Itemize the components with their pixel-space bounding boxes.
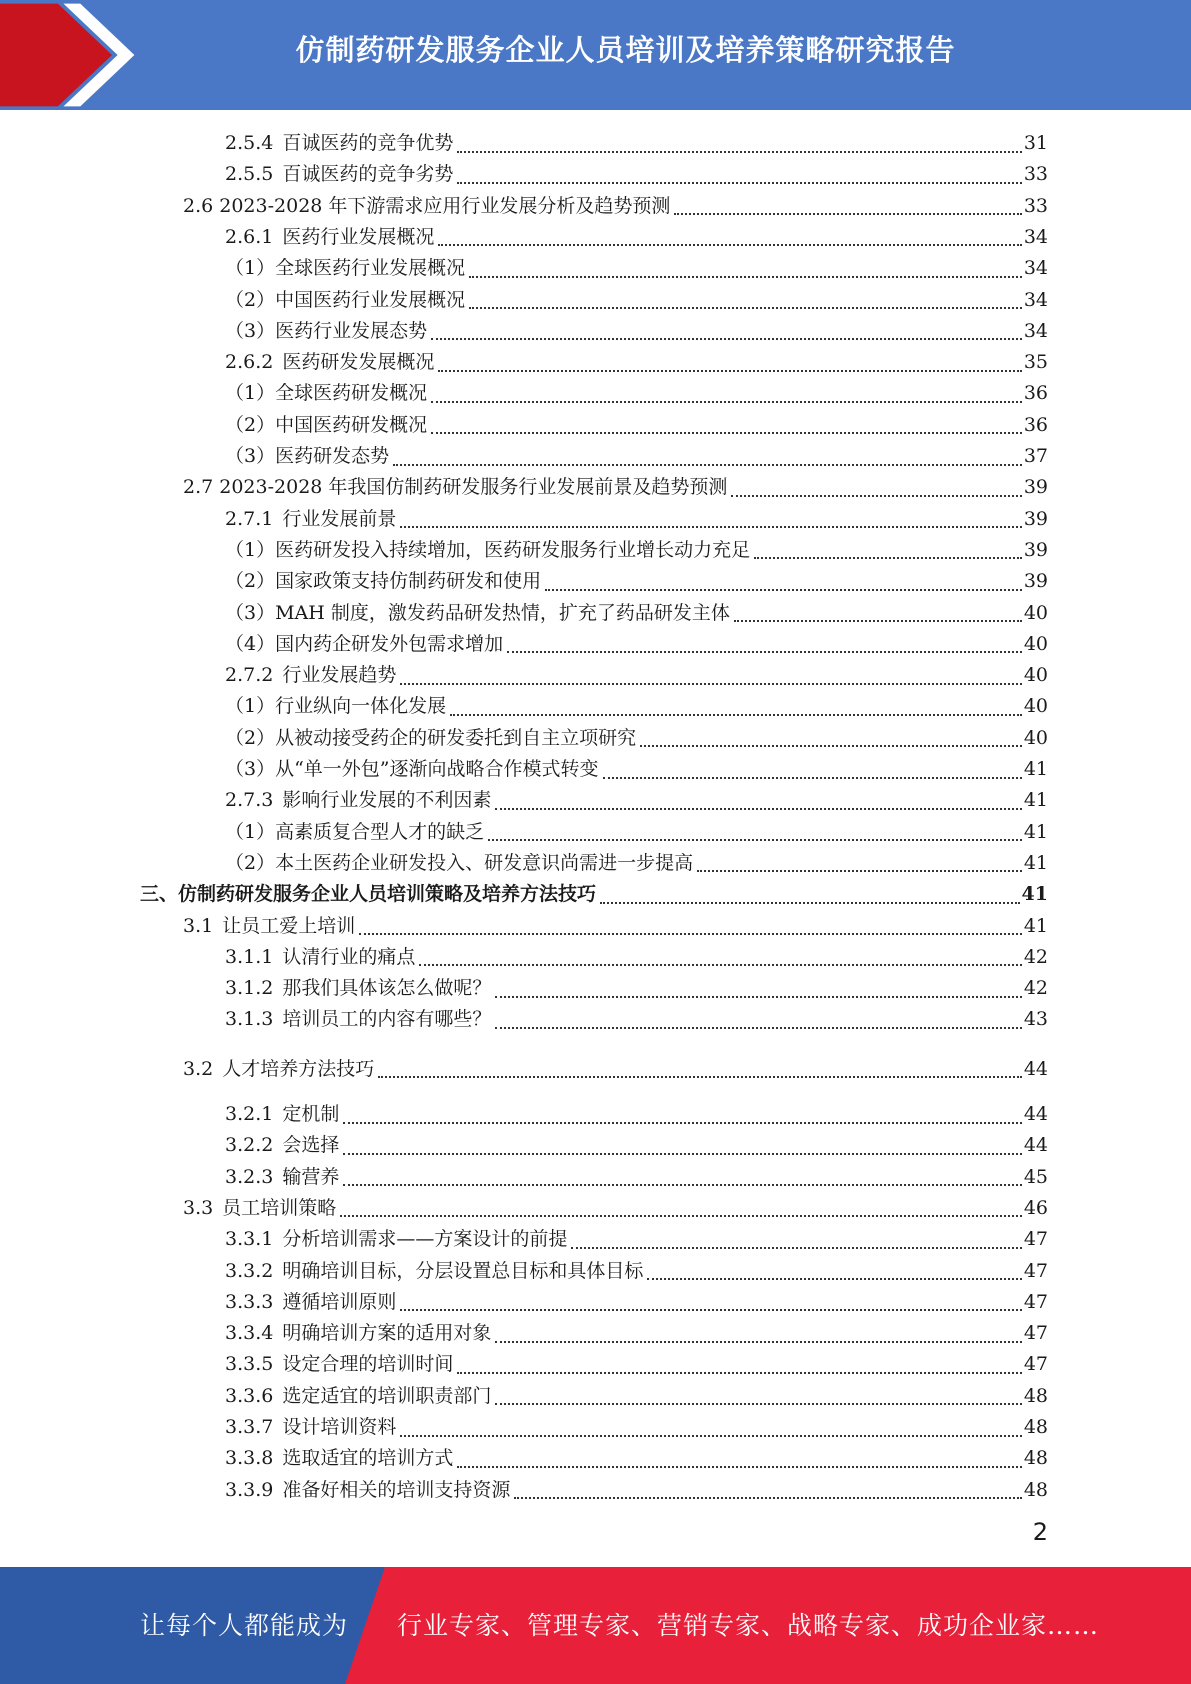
toc-entry-label xyxy=(225,973,491,1004)
toc-entry-page: 47 xyxy=(1023,1290,1048,1313)
toc-entry-number: 2.7.3 xyxy=(225,789,274,812)
toc-entry-text: （4）国内药企研发外包需求增加 xyxy=(225,632,504,655)
toc-entry[interactable] xyxy=(225,1349,1048,1380)
toc-entry-label xyxy=(225,848,693,879)
toc-dot-leader xyxy=(400,1309,1021,1311)
toc-entry-label xyxy=(225,1318,491,1349)
toc-entry-text: 明确培训目标，分层设置总目标和具体目标 xyxy=(282,1259,644,1282)
toc-entry-label xyxy=(225,566,541,597)
toc-entry-label xyxy=(225,1475,510,1506)
toc-entry-label xyxy=(225,378,427,409)
toc-entry-page: 42 xyxy=(1023,945,1048,968)
toc-entry-label xyxy=(225,1224,567,1255)
toc-dot-leader xyxy=(469,276,1022,278)
toc-entry-text: （3）MAH 制度，激发药品研发热情，扩充了药品研发主体 xyxy=(225,601,730,624)
toc-entry-number: 3.3.5 xyxy=(225,1353,274,1376)
toc-dot-leader xyxy=(438,370,1021,372)
footer-slogan-roles: 行业专家、管理专家、营销专家、战略专家、成功企业家…… xyxy=(397,1611,1100,1640)
toc-entry-text: 培训员工的内容有哪些？ xyxy=(282,1008,492,1031)
page-number: 2 xyxy=(1032,1518,1048,1546)
toc-dot-leader xyxy=(419,964,1021,966)
toc-entry-number: 2.7.1 xyxy=(225,507,274,530)
toc-entry-number: 3.1 xyxy=(183,914,214,937)
toc-entry-label xyxy=(225,723,636,754)
toc-entry[interactable] xyxy=(225,222,1048,253)
toc-entry-page: 44 xyxy=(1023,1134,1048,1157)
toc-entry-label xyxy=(225,410,427,441)
toc-entry[interactable] xyxy=(225,1443,1048,1474)
toc-dot-leader xyxy=(438,244,1021,246)
toc-entry-page: 34 xyxy=(1023,288,1048,311)
toc-dot-leader xyxy=(571,1247,1021,1249)
toc-entry[interactable] xyxy=(225,629,1048,660)
toc-entry-text: 三、仿制药研发服务企业人员培训策略及培养方法技巧 xyxy=(140,883,597,906)
toc-dot-leader xyxy=(600,902,1020,904)
toc-entry[interactable] xyxy=(225,1287,1048,1318)
toc-entry[interactable] xyxy=(225,285,1048,316)
toc-entry-number: 2.5.4 xyxy=(225,132,274,154)
toc-entry-text: （3）医药研发态势 xyxy=(225,445,390,467)
toc-entry[interactable] xyxy=(225,128,1048,159)
toc-entry-page: 40 xyxy=(1023,695,1048,718)
toc-entry-number: 3.2.1 xyxy=(225,1103,274,1125)
toc-entry-text: （1）全球医药行业发展概况 xyxy=(225,257,466,280)
toc-entry[interactable] xyxy=(225,754,1048,785)
toc-entry-page: 40 xyxy=(1023,632,1048,655)
toc-entry-page: 37 xyxy=(1023,445,1048,467)
toc-entry-text: 人才培养方法技巧 xyxy=(222,1057,375,1080)
toc-entry-number: 2.6.2 xyxy=(225,351,274,374)
toc-dot-leader xyxy=(545,589,1022,591)
toc-entry[interactable] xyxy=(225,253,1048,284)
toc-entry-page: 40 xyxy=(1023,664,1048,687)
toc-entry-text: 行业发展趋势 xyxy=(282,664,397,687)
toc-entry-text: 百诚医药的竞争优势 xyxy=(282,132,454,154)
toc-dot-leader xyxy=(640,745,1022,747)
toc-entry[interactable] xyxy=(225,159,1048,190)
toc-entry-label xyxy=(225,785,491,816)
toc-entry[interactable] xyxy=(183,1193,1048,1224)
toc-dot-leader xyxy=(378,1076,1022,1078)
toc-entry-text: （3）医药行业发展态势 xyxy=(225,319,428,342)
toc-dot-leader xyxy=(603,777,1022,779)
header-chevron-decoration xyxy=(0,0,140,110)
toc-entry-label xyxy=(225,285,465,316)
toc-entry-page: 48 xyxy=(1023,1384,1048,1407)
toc-dot-leader xyxy=(431,401,1022,403)
toc-entry-page: 36 xyxy=(1023,382,1048,405)
toc-entry-number: 3.2 xyxy=(183,1057,214,1080)
toc-entry-text: 那我们具体该怎么做呢？ xyxy=(282,977,492,1000)
toc-entry-number: 3.1.1 xyxy=(225,945,274,968)
toc-entry[interactable] xyxy=(225,848,1048,879)
toc-entry[interactable] xyxy=(183,191,1048,222)
toc-entry-text: 医药行业发展概况 xyxy=(282,225,435,248)
toc-entry-page: 46 xyxy=(1023,1196,1048,1219)
toc-dot-leader xyxy=(457,182,1021,184)
toc-entry-label xyxy=(225,159,453,190)
toc-entry-page: 44 xyxy=(1023,1057,1048,1080)
toc-entry[interactable] xyxy=(225,1224,1048,1255)
toc-entry-text: 选定适宜的培训职责部门 xyxy=(282,1384,492,1407)
toc-entry-text: （2）本土医药企业研发投入、研发意识尚需进一步提高 xyxy=(225,851,694,874)
document-title: 仿制药研发服务企业人员培训及培养策略研究报告 xyxy=(295,33,956,67)
toc-entry-page: 48 xyxy=(1023,1416,1048,1438)
toc-dot-leader xyxy=(495,1341,1021,1343)
toc-entry-label xyxy=(225,1162,339,1193)
toc-entry-text: 影响行业发展的不利因素 xyxy=(282,789,492,812)
toc-entry-text: 行业发展前景 xyxy=(282,507,397,530)
toc-entry-label xyxy=(225,1349,453,1380)
toc-entry[interactable] xyxy=(225,598,1048,629)
toc-entry-page: 44 xyxy=(1023,1103,1048,1125)
toc-entry-number: 3.3.2 xyxy=(225,1259,274,1282)
toc-entry[interactable] xyxy=(225,1099,1048,1130)
toc-entry-number: 3.2.3 xyxy=(225,1165,274,1188)
toc-dot-leader xyxy=(400,1435,1021,1437)
toc-entry-page: 48 xyxy=(1023,1478,1048,1501)
toc-entry-page: 33 xyxy=(1023,194,1048,217)
toc-entry-page: 33 xyxy=(1023,163,1048,186)
toc-entry[interactable] xyxy=(225,1381,1048,1412)
toc-entry[interactable] xyxy=(183,911,1048,942)
toc-entry-label xyxy=(183,1054,374,1085)
toc-entry-label xyxy=(225,598,730,629)
toc-entry-text: （2）中国医药研发概况 xyxy=(225,413,428,436)
toc-entry-page: 39 xyxy=(1023,476,1048,499)
toc-entry-page: 41 xyxy=(1023,851,1048,874)
toc-entry-text: 2.6 2023-2028 年下游需求应用行业发展分析及趋势预测 xyxy=(183,194,671,217)
toc-entry-text: （1）高素质复合型人才的缺乏 xyxy=(225,820,485,843)
toc-dot-leader xyxy=(488,839,1022,841)
toc-entry-page: 47 xyxy=(1023,1228,1048,1251)
toc-entry-label xyxy=(183,911,355,942)
toc-entry-label xyxy=(225,535,750,566)
toc-entry-label xyxy=(225,1443,453,1474)
toc-dot-leader xyxy=(431,338,1022,340)
page-footer xyxy=(0,1567,1191,1684)
toc-entry-label xyxy=(225,1004,491,1035)
toc-entry-text: 设定合理的培训时间 xyxy=(282,1353,454,1376)
toc-entry[interactable] xyxy=(225,316,1048,347)
toc-entry-text: 遵循培训原则 xyxy=(282,1290,397,1313)
toc-entry-page: 34 xyxy=(1023,257,1048,280)
toc-dot-leader xyxy=(340,1215,1022,1217)
toc-entry[interactable] xyxy=(225,1318,1048,1349)
toc-entry-label xyxy=(225,1130,339,1161)
toc-entry-label xyxy=(225,754,599,785)
toc-entry-label xyxy=(225,316,427,347)
toc-entry-text: （2）从被动接受药企的研发委托到自主立项研究 xyxy=(225,726,637,749)
toc-entry-text: 明确培训方案的适用对象 xyxy=(282,1322,492,1345)
toc-entry[interactable] xyxy=(225,410,1048,441)
toc-entry-page: 40 xyxy=(1023,601,1048,624)
toc-entry-text: 员工培训策略 xyxy=(222,1196,337,1219)
toc-entry-number: 3.3.6 xyxy=(225,1384,274,1407)
toc-entry-page: 47 xyxy=(1023,1259,1048,1282)
toc-dot-leader xyxy=(359,933,1022,935)
toc-dot-leader xyxy=(343,1153,1021,1155)
toc-entry-text: 准备好相关的培训支持资源 xyxy=(282,1478,511,1501)
toc-entry-page: 45 xyxy=(1023,1165,1048,1188)
toc-entry-page: 36 xyxy=(1023,413,1048,436)
toc-entry-page: 39 xyxy=(1023,570,1048,593)
toc-entry-number: 3.1.2 xyxy=(225,977,274,1000)
toc-entry-number: 2.5.5 xyxy=(225,163,274,186)
page-header xyxy=(0,0,1191,110)
toc-entry-label xyxy=(225,1381,491,1412)
toc-entry[interactable] xyxy=(225,1475,1048,1506)
toc-dot-leader xyxy=(343,1184,1021,1186)
toc-dot-leader xyxy=(457,151,1021,153)
toc-entry-label xyxy=(225,253,465,284)
toc-entry-text: 设计培训资料 xyxy=(282,1416,397,1438)
toc-entry-text: 百诚医药的竞争劣势 xyxy=(282,163,454,186)
toc-entry-page: 41 xyxy=(1023,758,1048,780)
toc-entry-number: 3.3.7 xyxy=(225,1416,274,1438)
toc-entry-text: （1）行业纵向一体化发展 xyxy=(225,695,447,718)
toc-dot-leader xyxy=(754,557,1022,559)
toc-entry-text: （3）从“单一外包”逐渐向战略合作模式转变 xyxy=(225,758,599,780)
toc-dot-leader xyxy=(734,620,1022,622)
toc-entry-number: 3.3.3 xyxy=(225,1290,274,1313)
toc-entry-page: 41 xyxy=(1023,820,1048,843)
toc-entry-page: 41 xyxy=(1023,914,1048,937)
toc-dot-leader xyxy=(400,526,1021,528)
toc-entry[interactable] xyxy=(225,504,1048,535)
toc-dot-leader xyxy=(514,1497,1021,1499)
toc-entry-label xyxy=(225,629,503,660)
toc-dot-leader xyxy=(469,307,1022,309)
toc-entry-number: 3.3.4 xyxy=(225,1322,274,1345)
toc-entry-label xyxy=(225,222,434,253)
toc-entry-text: 会选择 xyxy=(282,1134,340,1157)
toc-entry-text: （1）全球医药研发概况 xyxy=(225,382,428,405)
toc-entry-label xyxy=(225,817,484,848)
toc-entry-page: 35 xyxy=(1023,351,1048,374)
toc-entry[interactable] xyxy=(183,1054,1048,1085)
toc-dot-leader xyxy=(731,495,1021,497)
toc-dot-leader xyxy=(647,1278,1021,1280)
toc-entry-number: 3.3.9 xyxy=(225,1478,274,1501)
toc-entry-label xyxy=(140,879,596,910)
toc-dot-leader xyxy=(400,683,1021,685)
toc-entry-text: 选取适宜的培训方式 xyxy=(282,1447,454,1470)
toc-dot-leader xyxy=(507,651,1022,653)
toc-entry-number: 3.3 xyxy=(183,1196,214,1219)
toc-entry[interactable] xyxy=(225,660,1048,691)
toc-entry-page: 40 xyxy=(1023,726,1048,749)
toc-entry-page: 48 xyxy=(1023,1447,1048,1470)
toc-entry-label xyxy=(225,1099,339,1130)
toc-entry[interactable] xyxy=(225,691,1048,722)
toc-entry-text: 让员工爱上培训 xyxy=(222,914,356,937)
toc-entry[interactable] xyxy=(225,347,1048,378)
toc-dot-leader xyxy=(393,464,1022,466)
toc-entry-text: （2）国家政策支持仿制药研发和使用 xyxy=(225,570,542,593)
footer-slogan-lead: 让每个人都能成为 xyxy=(140,1611,349,1640)
toc-entry-label xyxy=(183,472,727,503)
toc-entry-page: 43 xyxy=(1023,1008,1048,1031)
toc-entry[interactable] xyxy=(225,817,1048,848)
toc-entry-number: 2.6.1 xyxy=(225,225,274,248)
toc-entry-label xyxy=(225,1256,643,1287)
toc-dot-leader xyxy=(674,213,1021,215)
toc-dot-leader xyxy=(343,1122,1021,1124)
toc-entry[interactable] xyxy=(225,942,1048,973)
toc-dot-leader xyxy=(450,714,1022,716)
toc-dot-leader xyxy=(495,808,1021,810)
toc-entry-page: 31 xyxy=(1023,132,1048,154)
toc-entry[interactable] xyxy=(140,879,1048,910)
toc-entry[interactable] xyxy=(225,973,1048,1004)
toc-entry[interactable] xyxy=(225,1412,1048,1443)
toc-entry-label xyxy=(225,441,389,472)
toc-entry-number: 3.3.1 xyxy=(225,1228,274,1251)
toc-entry-label xyxy=(225,504,396,535)
toc-entry-label xyxy=(183,191,670,222)
toc-entry[interactable] xyxy=(225,1004,1048,1035)
toc-entry-text: 定机制 xyxy=(282,1103,340,1125)
toc-entry-text: （1）医药研发投入持续增加，医药研发服务行业增长动力充足 xyxy=(225,538,751,561)
toc-entry-number: 3.3.8 xyxy=(225,1447,274,1470)
toc-entry-label xyxy=(225,1287,396,1318)
toc-dot-leader xyxy=(495,1403,1021,1405)
toc-entry[interactable] xyxy=(225,723,1048,754)
toc-entry[interactable] xyxy=(225,566,1048,597)
toc-entry[interactable] xyxy=(225,378,1048,409)
toc-entry-text: 2.7 2023-2028 年我国仿制药研发服务行业发展前景及趋势预测 xyxy=(183,476,728,499)
toc-dot-leader xyxy=(697,870,1022,872)
toc-entry-page: 39 xyxy=(1023,507,1048,530)
toc-entry-page: 34 xyxy=(1023,319,1048,342)
toc-entry-label xyxy=(225,347,434,378)
toc-entry-label xyxy=(225,128,453,159)
toc-entry-number: 2.7.2 xyxy=(225,664,274,687)
toc-entry[interactable] xyxy=(225,1256,1048,1287)
toc-entry-number: 3.1.3 xyxy=(225,1008,274,1031)
toc-dot-leader xyxy=(457,1466,1021,1468)
toc-dot-leader xyxy=(457,1372,1021,1374)
toc-entry[interactable] xyxy=(225,1162,1048,1193)
toc-entry-text: 医药研发发展概况 xyxy=(282,351,435,374)
toc-entry-page: 41 xyxy=(1023,789,1048,812)
toc-entry-label xyxy=(183,1193,336,1224)
toc-entry-page: 34 xyxy=(1023,225,1048,248)
toc-dot-leader xyxy=(495,1027,1021,1029)
toc-entry-label xyxy=(225,1412,396,1443)
toc-dot-leader xyxy=(431,432,1022,434)
toc-entry-page: 47 xyxy=(1023,1353,1048,1376)
toc-entry-number: 3.2.2 xyxy=(225,1134,274,1157)
toc-dot-leader xyxy=(495,996,1021,998)
toc-entry-text: 分析培训需求——方案设计的前提 xyxy=(282,1228,568,1251)
toc-entry[interactable] xyxy=(225,441,1048,472)
toc-entry-page: 47 xyxy=(1023,1322,1048,1345)
toc-entry[interactable] xyxy=(225,1130,1048,1161)
toc-entry-text: 认清行业的痛点 xyxy=(282,945,416,968)
toc-entry[interactable] xyxy=(183,472,1048,503)
toc-entry[interactable] xyxy=(225,535,1048,566)
toc-entry-label xyxy=(225,691,446,722)
toc-entry-label xyxy=(225,660,396,691)
toc-entry-page: 41 xyxy=(1021,883,1048,906)
toc-entry-text: 输营养 xyxy=(282,1165,340,1188)
toc-entry-page: 39 xyxy=(1023,538,1048,561)
toc-entry[interactable] xyxy=(225,785,1048,816)
toc-entry-page: 42 xyxy=(1023,977,1048,1000)
toc-entry-text: （2）中国医药行业发展概况 xyxy=(225,288,466,311)
toc-entry-label xyxy=(225,942,415,973)
